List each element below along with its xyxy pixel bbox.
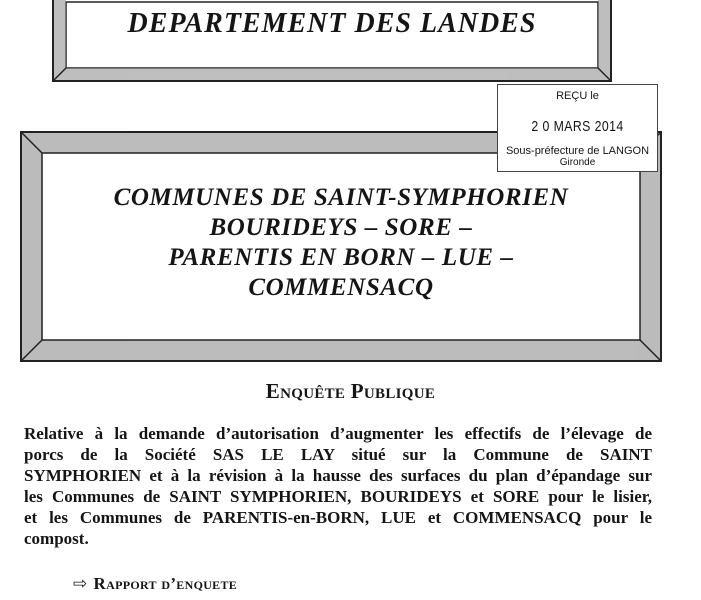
paragraph-line: SYMPHORIEN et à la révision à la hausse des surfaces du plan d’épandage sur — [24, 466, 652, 485]
communes-title — [20, 183, 662, 303]
report-label: Rapport d’enquete — [93, 574, 238, 593]
enquete-heading: Enquête Publique — [265, 379, 436, 403]
stamp-office: Sous-préfecture de LANGON — [505, 145, 650, 157]
paragraph-line: Relative à la demande d’autorisation d’augmenter les effectifs de l’élevage de — [24, 424, 652, 443]
received-stamp — [497, 84, 658, 172]
right-arrow-icon: ⇨ — [73, 574, 88, 594]
paragraph-line: compost. — [24, 529, 89, 548]
report-link[interactable] — [73, 574, 237, 594]
communes-line: COMMUNES DE SAINT-SYMPHORIEN — [113, 184, 569, 211]
paragraph-line: les Communes de SAINT SYMPHORIEN, BOURIDEYS et SORE pour le lisier, — [24, 487, 652, 506]
stamp-received-label: REÇU le — [556, 90, 599, 102]
stamp-office-region: Gironde — [559, 157, 596, 168]
enquete-paragraph — [24, 423, 652, 549]
communes-line: BOURIDEYS – SORE – — [209, 214, 473, 241]
paragraph-line: et les Communes de PARENTIS-en-BORN, LUE et COMMENSACQ pour le — [24, 508, 652, 527]
department-title: DEPARTEMENT DES LANDES — [127, 8, 537, 39]
communes-line: COMMENSACQ — [248, 274, 434, 301]
paragraph-line: porcs de la Société SAS LE LAY situé sur la Commune de SAINT — [24, 445, 652, 464]
communes-line: PARENTIS EN BORN – LUE – — [168, 244, 514, 271]
stamp-date: 2 0 MARS 2014 — [531, 118, 624, 135]
